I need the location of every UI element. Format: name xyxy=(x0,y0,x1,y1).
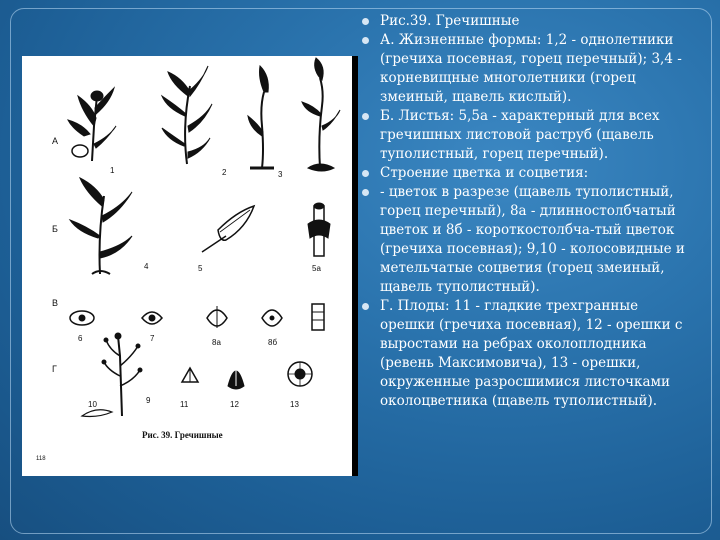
flower-6-drawing xyxy=(70,311,94,325)
fruit-13-drawing xyxy=(288,362,312,386)
plant-1-drawing xyxy=(68,88,116,161)
leaf-5-drawing xyxy=(202,206,254,252)
figure-caption: Рис. 39. Гречишные xyxy=(142,430,223,440)
row-letter-b: Б xyxy=(52,224,58,234)
fruit-12-drawing xyxy=(228,356,244,389)
bullet-icon xyxy=(362,37,369,44)
bullet-text: А. Жизненные формы: 1,2 - однолетники (гречиха посевная, горец перечный); 3,4 - корневищные многолетники (горец змеиный, щавель кислый). xyxy=(380,32,682,105)
label-4: 4 xyxy=(144,262,149,271)
bullet-icon xyxy=(362,18,369,25)
bullet-text: Строение цветка и соцветия: xyxy=(380,165,589,181)
label-5a: 5а xyxy=(312,264,321,273)
label-2: 2 xyxy=(222,168,227,177)
bullet-item xyxy=(362,297,692,411)
bullet-text: Рис.39. Гречишные xyxy=(380,13,520,29)
bullet-text: - цветок в разрезе (щавель туполистный, горец перечный), 8а - длинностолбчатый цветок и 8б - короткостолбча-тый цветок (гречиха посевная); 9,10 - колосовидные и метельчатые соцветия (горец змеиный, щавель туполистный). xyxy=(380,184,685,295)
plant-3-drawing xyxy=(248,66,274,168)
label-5: 5 xyxy=(198,264,203,273)
label-11: 11 xyxy=(180,400,189,409)
bullet-list xyxy=(362,12,692,411)
plant-4-drawing xyxy=(302,58,340,171)
label-12: 12 xyxy=(230,400,239,409)
bullet-icon xyxy=(362,170,369,177)
row-letter-a: А xyxy=(52,136,59,146)
botanical-figure xyxy=(22,56,352,476)
plant-2-drawing xyxy=(162,66,212,164)
label-13: 13 xyxy=(290,400,299,409)
flower-8b-drawing xyxy=(262,310,282,326)
bullet-icon xyxy=(362,189,369,196)
bullet-item xyxy=(362,107,692,164)
label-6: 6 xyxy=(78,334,83,343)
label-9: 9 xyxy=(146,396,151,405)
text-column xyxy=(362,12,692,411)
bullet-item xyxy=(362,12,692,31)
label-3: 3 xyxy=(278,170,283,179)
flower-7-drawing xyxy=(142,312,162,324)
bullet-item xyxy=(362,31,692,107)
label-7: 7 xyxy=(150,334,155,343)
bullet-item xyxy=(362,164,692,183)
bullet-icon xyxy=(362,303,369,310)
bullet-text: Б. Листья: 5,5а - характерный для всех гречишных листовой раструб (щавель туполистный, горец перечный). xyxy=(380,108,660,162)
label-1: 1 xyxy=(110,166,115,175)
flower-8a-drawing xyxy=(207,306,227,328)
figure-shadow xyxy=(352,56,358,476)
label-10: 10 xyxy=(88,400,97,409)
fruit-11-drawing xyxy=(182,368,198,382)
plant-5-drawing-a xyxy=(70,178,132,274)
row-letter-v: В xyxy=(52,298,59,308)
page-number: 118 xyxy=(36,456,46,462)
label-8a: 8а xyxy=(212,338,221,347)
bullet-text: Г. Плоды: 11 - гладкие трехгранные орешки (гречиха посевная), 12 - орешки с выростами на ребрах околоплодника (ревень Максимовича), 13 - орешки, окруженные разросшимися листочками околоцветника (щавель туполистный). xyxy=(380,298,683,409)
row-letter-g: Г xyxy=(52,364,57,374)
bullet-icon xyxy=(362,113,369,120)
ocrea-5a-drawing xyxy=(308,203,330,256)
label-8b: 8б xyxy=(268,338,278,347)
bullet-item xyxy=(362,183,692,297)
plant-illustrations xyxy=(22,56,352,476)
flower-extra-drawing xyxy=(312,304,324,330)
